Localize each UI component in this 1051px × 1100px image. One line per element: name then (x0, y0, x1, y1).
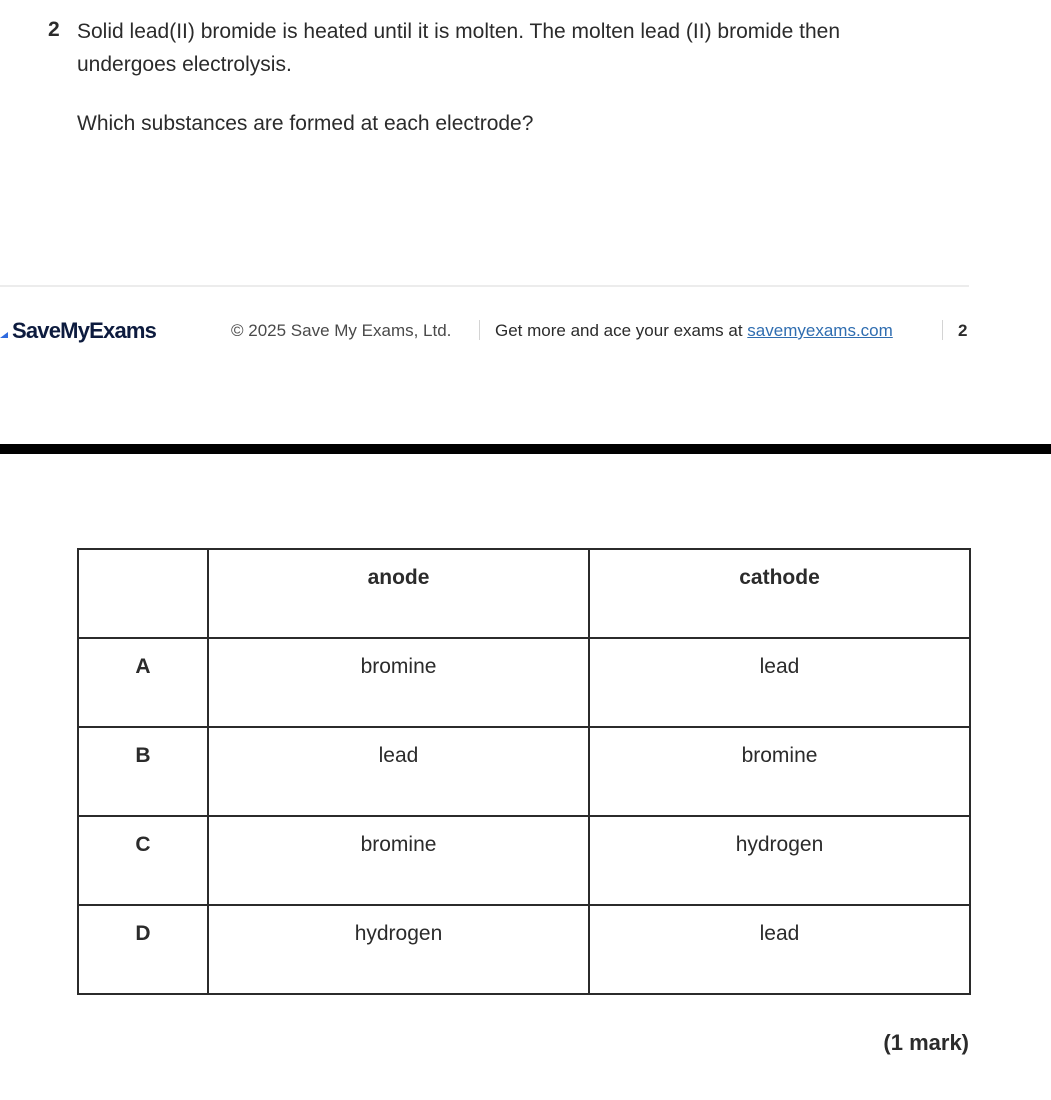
header-cell-letter (78, 549, 208, 638)
footer-divider (0, 285, 969, 287)
footer-cta (495, 321, 893, 341)
table-row (78, 905, 970, 994)
table-row (78, 727, 970, 816)
page-footer (0, 312, 1051, 348)
anode-cell: bromine (208, 638, 589, 727)
table-row (78, 638, 970, 727)
question-text: Solid lead(II) bromide is heated until it is molten. The molten lead (II) bromide then undergoes electrolysis. (77, 20, 840, 76)
logo-text: SaveMyExams (12, 318, 157, 343)
footer-separator (479, 320, 480, 340)
table-row (78, 816, 970, 905)
savemyexams-logo[interactable] (0, 318, 156, 344)
cathode-cell: bromine (589, 727, 970, 816)
anode-cell: lead (208, 727, 589, 816)
option-letter: D (78, 905, 208, 994)
question-prompt: Which substances are formed at each electrode? (77, 112, 534, 135)
marks-label: (1 mark) (883, 1030, 969, 1055)
anode-cell: bromine (208, 816, 589, 905)
copyright-text: © 2025 Save My Exams, Ltd. (231, 321, 452, 340)
footer-separator (942, 320, 943, 340)
page-break-bar (0, 444, 1051, 454)
option-letter: A (78, 638, 208, 727)
question-number: 2 (48, 18, 60, 41)
anode-cell: hydrogen (208, 905, 589, 994)
answer-table (77, 548, 971, 995)
cathode-cell: lead (589, 638, 970, 727)
logo-mark-icon (0, 332, 8, 338)
page-number: 2 (958, 321, 968, 340)
cathode-cell: lead (589, 905, 970, 994)
option-letter: C (78, 816, 208, 905)
footer-cta-text: Get more and ace your exams at (495, 321, 748, 340)
option-letter: B (78, 727, 208, 816)
savemyexams-link[interactable]: savemyexams.com (747, 321, 893, 340)
header-cell-cathode: cathode (589, 549, 970, 638)
table-header-row (78, 549, 970, 638)
header-cell-anode: anode (208, 549, 589, 638)
cathode-cell: hydrogen (589, 816, 970, 905)
